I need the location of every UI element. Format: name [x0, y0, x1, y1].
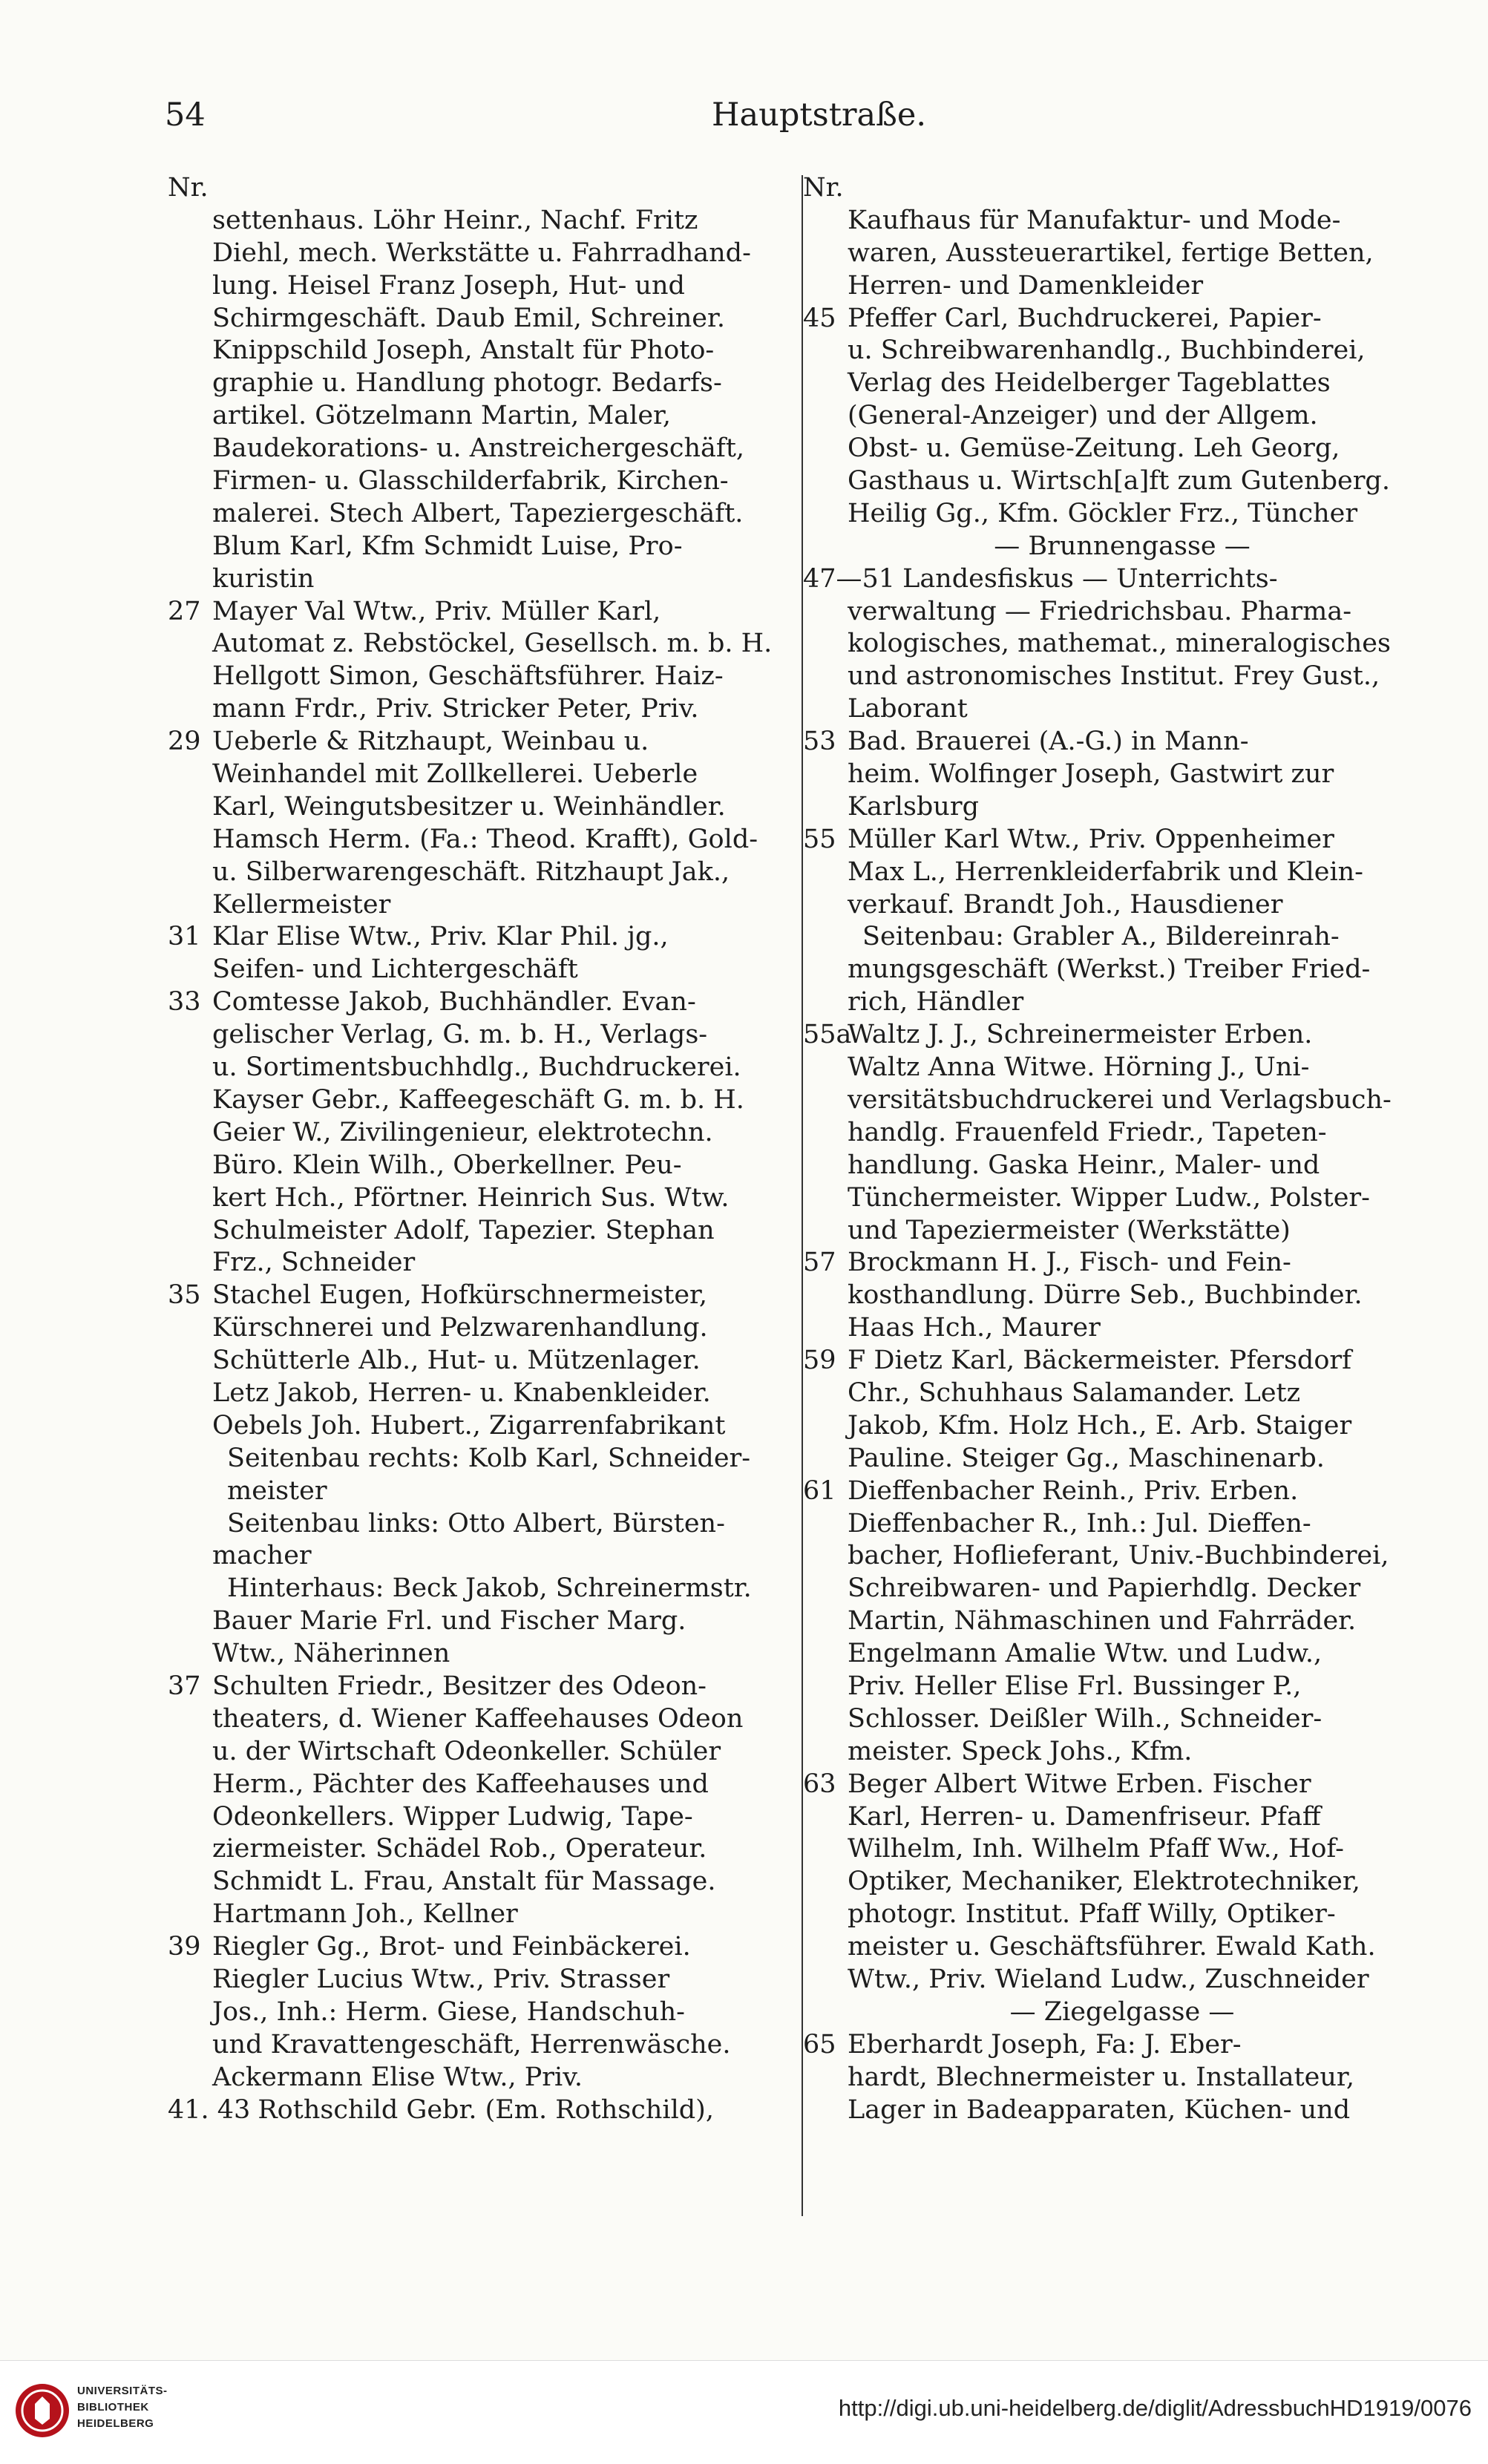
entry-text: Schlosser. Deißler Wilh., Schneider- [848, 1703, 1323, 1734]
entry-line [168, 400, 784, 433]
entry-line [168, 335, 784, 367]
entry-line [168, 1638, 784, 1671]
entry-line [168, 856, 784, 889]
entry-text: handlung. Gaska Heinr., Maler- und [848, 1150, 1320, 1180]
house-number: 37 [168, 1671, 201, 1701]
entry-line [803, 1443, 1441, 1475]
entry-text: Knippschild Joseph, Anstalt für Photo- [212, 335, 715, 366]
entry-line [168, 172, 784, 205]
entry-line [803, 1769, 1441, 1801]
entry-text: theaters, d. Wiener Kaffeehauses Odeon [212, 1703, 744, 1734]
entry-line [168, 2094, 784, 2127]
entry-text: u. Silberwarengeschäft. Ritzhaupt Jak., [212, 856, 730, 887]
entry-line [168, 1150, 784, 1182]
entry-text: und astronomisches Institut. Frey Gust., [848, 661, 1380, 692]
entry-line [168, 1410, 784, 1443]
right-column [803, 172, 1441, 2126]
house-number: 41. 43 [168, 2094, 251, 2125]
entry-text: meister. Speck Johs., Kfm. [848, 1736, 1193, 1766]
entry-text: versitätsbuchdruckerei und Verlagsbuch- [848, 1084, 1392, 1115]
source-url-link[interactable]: http://digi.ub.uni-heidelberg.de/diglit/AdressbuchHD1919/0076 [838, 2395, 1472, 2421]
entry-text: Seitenbau links: Otto Albert, Bürsten- [227, 1508, 725, 1539]
entry-line [803, 1801, 1441, 1834]
entry-line [803, 1866, 1441, 1898]
entry-text: Dieffenbacher Reinh., Priv. Erben. [848, 1475, 1299, 1506]
entry-line [803, 237, 1441, 270]
entry-line [168, 531, 784, 563]
entry-line [168, 824, 784, 856]
entry-line [803, 1345, 1441, 1377]
entry-line [168, 1801, 784, 1834]
entry-line [803, 270, 1441, 303]
entry-text: verwaltung — Friedrichsbau. Pharma- [848, 596, 1352, 626]
entry-line [803, 2029, 1441, 2062]
entry-text: Kayser Gebr., Kaffeegeschäft G. m. b. H. [212, 1084, 744, 1115]
entry-line [803, 1964, 1441, 1996]
entry-line [168, 1573, 784, 1605]
entry-text: Obst- u. Gemüse-Zeitung. Leh Georg, [848, 433, 1340, 464]
entry-text: Stachel Eugen, Hofkürschnermeister, [212, 1280, 708, 1311]
entry-text: Schulten Friedr., Besitzer des Odeon- [212, 1671, 707, 1701]
entry-text: verkauf. Brandt Joh., Hausdiener [848, 889, 1283, 920]
entry-line [168, 1866, 784, 1898]
entry-text: Ackermann Elise Wtw., Priv. [212, 2062, 583, 2092]
entry-line [803, 1703, 1441, 1736]
page-header [165, 96, 927, 141]
entry-text: Beger Albert Witwe Erben. Fischer [848, 1769, 1311, 1799]
entry-line [168, 205, 784, 237]
entry-line [168, 1084, 784, 1117]
entry-text: Waltz Anna Witwe. Hörning J., Uni- [848, 1052, 1310, 1083]
entry-text: Schulmeister Adolf, Tapezier. Stephan [212, 1215, 715, 1245]
entry-line [803, 1671, 1441, 1703]
entry-line [803, 2062, 1441, 2094]
house-number: 27 [168, 596, 201, 626]
entry-line [803, 367, 1441, 400]
entry-text: Hinterhaus: Beck Jakob, Schreinermstr. [227, 1573, 752, 1604]
entry-text: Klar Elise Wtw., Priv. Klar Phil. jg., [212, 922, 669, 952]
entry-line [168, 1996, 784, 2029]
entry-text: u. Schreibwarenhandlg., Buchbinderei, [848, 335, 1366, 366]
entry-line [168, 1247, 784, 1279]
entry-line [168, 758, 784, 791]
entry-text: malerei. Stech Albert, Tapeziergeschäft. [212, 498, 744, 528]
entry-line [803, 791, 1441, 824]
entry-line [168, 1182, 784, 1215]
entry-line [803, 1605, 1441, 1638]
entry-text: Priv. Heller Elise Frl. Bussinger P., [848, 1671, 1302, 1701]
entry-line [803, 1508, 1441, 1541]
entry-line [168, 1833, 784, 1866]
entry-line [803, 433, 1441, 465]
house-number: Nr. [168, 173, 209, 203]
entry-text: u. der Wirtschaft Odeonkeller. Schüler [212, 1736, 721, 1766]
entry-text: graphie u. Handlung photogr. Bedarfs- [212, 368, 722, 399]
entry-text: bacher, Hoflieferant, Univ.-Buchbinderei, [848, 1541, 1389, 1571]
left-column [168, 172, 784, 2126]
entry-line [168, 1703, 784, 1736]
entry-text: Wtw., Näherinnen [212, 1639, 450, 1669]
entry-line [168, 1117, 784, 1150]
entry-text: Riegler Lucius Wtw., Priv. Strasser [212, 1964, 670, 1994]
entry-line [168, 1769, 784, 1801]
entry-text: Laborant [848, 694, 968, 724]
entry-line [168, 563, 784, 596]
entry-text: Karl, Weingutsbesitzer u. Weinhändler. [212, 791, 726, 822]
entry-text: Karlsburg [848, 791, 979, 822]
entry-text: Pauline. Steiger Gg., Maschinenarb. [848, 1443, 1325, 1473]
entry-line [803, 1931, 1441, 1964]
entry-text: mungsgeschäft (Werkst.) Treiber Fried- [848, 954, 1371, 985]
house-number: 61 [803, 1475, 836, 1506]
entry-text: rich, Händler [848, 987, 1024, 1018]
entry-text: Comtesse Jakob, Buchhändler. Evan- [212, 987, 696, 1018]
entry-text: Seitenbau: Grabler A., Bildereinrah- [862, 922, 1340, 952]
entry-text: meister [227, 1475, 327, 1506]
entry-text: Herm., Pächter des Kaffeehauses und [212, 1769, 709, 1799]
entry-line [168, 726, 784, 758]
entry-line [168, 1736, 784, 1769]
entry-text: Landesfiskus — Unterrichts- [902, 563, 1278, 594]
entry-line [803, 1996, 1441, 2029]
house-number: 45 [803, 303, 836, 333]
entry-text: Waltz J. J., Schreinermeister Erben. [848, 1020, 1313, 1050]
entry-text: Martin, Nähmaschinen und Fahrräder. [848, 1606, 1357, 1636]
entry-line [803, 889, 1441, 922]
entry-line [803, 628, 1441, 661]
entry-line [168, 433, 784, 465]
entry-line [168, 2029, 784, 2062]
entry-line [168, 270, 784, 303]
entry-text: handlg. Frauenfeld Friedr., Tapeten- [848, 1117, 1327, 1147]
entry-line [803, 303, 1441, 335]
entry-text: ziermeister. Schädel Rob., Operateur. [212, 1834, 707, 1864]
entry-text: Max L., Herrenkleiderfabrik und Klein- [848, 856, 1364, 887]
entry-text: mann Frdr., Priv. Stricker Peter, Priv. [212, 694, 699, 724]
house-number: 63 [803, 1769, 836, 1799]
entry-text: Riegler Gg., Brot- und Feinbäckerei. [212, 1932, 691, 1962]
entry-text: — Ziegelgasse — [1009, 1996, 1235, 2027]
entry-line [168, 1019, 784, 1052]
entry-text: Seitenbau rechts: Kolb Karl, Schneider- [227, 1443, 751, 1473]
entry-line [803, 921, 1441, 954]
entry-text: Blum Karl, Kfm Schmidt Luise, Pro- [212, 531, 683, 561]
house-number: 33 [168, 987, 201, 1018]
entry-text: artikel. Götzelmann Martin, Maler, [212, 401, 672, 431]
entry-text: u. Sortimentsbuchhdlg., Buchdruckerei. [212, 1052, 741, 1083]
running-title: Hauptstraße. [712, 96, 927, 134]
house-number: 65 [803, 2029, 836, 2060]
entry-text: Wtw., Priv. Wieland Ludw., Zuschneider [848, 1964, 1369, 1994]
entry-line [168, 1671, 784, 1703]
entry-line [803, 498, 1441, 531]
entry-text: waren, Aussteuerartikel, fertige Betten, [848, 237, 1374, 268]
entry-text: Hellgott Simon, Geschäftsführer. Haiz- [212, 661, 724, 692]
entry-text: Rothschild Gebr. (Em. Rothschild), [258, 2094, 714, 2125]
entry-text: Wilhelm, Inh. Wilhelm Pfaff Ww., Hof- [848, 1834, 1344, 1864]
entry-text: Automat z. Rebstöckel, Gesellsch. m. b. H. [212, 629, 773, 659]
entry-line [803, 758, 1441, 791]
entry-text: Müller Karl Wtw., Priv. Oppenheimer [848, 824, 1334, 854]
entry-line [168, 1215, 784, 1248]
house-number: 31 [168, 922, 201, 952]
entry-line [803, 465, 1441, 498]
entry-line [168, 1508, 784, 1541]
entry-text: Büro. Klein Wilh., Oberkellner. Peu- [212, 1150, 682, 1180]
entry-line [168, 791, 784, 824]
entry-line [803, 1215, 1441, 1248]
entry-text: Herren- und Damenkleider [848, 270, 1204, 301]
entry-line [803, 1573, 1441, 1605]
entry-line [168, 2062, 784, 2094]
entry-text: Engelmann Amalie Wtw. und Ludw., [848, 1639, 1323, 1669]
entry-line [803, 726, 1441, 758]
house-number: 55a [803, 1020, 852, 1050]
house-number: 35 [168, 1280, 201, 1311]
entry-line [803, 1540, 1441, 1573]
entry-text: Schreibwaren- und Papierhdlg. Decker [848, 1573, 1361, 1604]
entry-line [803, 1247, 1441, 1279]
entry-text: — Brunnengasse — [994, 531, 1251, 561]
entry-text: Bauer Marie Frl. und Fischer Marg. [212, 1606, 686, 1636]
entry-line [168, 986, 784, 1019]
entry-line [803, 172, 1441, 205]
entry-text: gelischer Verlag, G. m. b. H., Verlags- [212, 1020, 708, 1050]
entry-line [168, 661, 784, 693]
entry-line [803, 1410, 1441, 1443]
entry-text: Mayer Val Wtw., Priv. Müller Karl, [212, 596, 661, 626]
entry-line [168, 1377, 784, 1410]
entry-line [168, 367, 784, 400]
entry-line [168, 1345, 784, 1377]
entry-text: Letz Jakob, Herren- u. Knabenkleider. [212, 1377, 711, 1408]
entry-text: und Kravattengeschäft, Herrenwäsche. [212, 2029, 731, 2060]
entry-line [803, 596, 1441, 629]
entry-text: Hartmann Joh., Kellner [212, 1899, 518, 1930]
house-number: Nr. [803, 173, 844, 203]
entry-line [168, 1312, 784, 1345]
entry-line [168, 498, 784, 531]
entry-line [803, 1898, 1441, 1931]
entry-text: Weinhandel mit Zollkellerei. Ueberle [212, 759, 698, 790]
entry-text: heim. Wolfinger Joseph, Gastwirt zur [848, 759, 1334, 790]
entry-line [803, 400, 1441, 433]
house-number: 57 [803, 1248, 836, 1278]
entry-line [168, 237, 784, 270]
entry-text: (General-Anzeiger) und der Allgem. [848, 401, 1318, 431]
entry-line [168, 303, 784, 335]
entry-text: Tünchermeister. Wipper Ludw., Polster- [848, 1182, 1370, 1213]
entry-line [803, 531, 1441, 563]
entry-text: Diehl, mech. Werkstätte u. Fahrradhand- [212, 237, 751, 268]
entry-line [168, 1443, 784, 1475]
entry-text: Seifen- und Lichtergeschäft [212, 954, 578, 985]
entry-text: Verlag des Heidelberger Tageblattes [848, 368, 1331, 399]
entry-line [803, 1736, 1441, 1769]
entry-line [803, 1312, 1441, 1345]
entry-text: Schütterle Alb., Hut- u. Mützenlager. [212, 1346, 701, 1376]
entry-text: Kellermeister [212, 889, 391, 920]
library-name: UNIVERSITÄTS- BIBLIOTHEK HEIDELBERG [77, 2385, 168, 2430]
footer-bar [0, 2360, 1488, 2464]
entry-line [803, 1117, 1441, 1150]
entry-line [803, 205, 1441, 237]
entry-line [803, 2094, 1441, 2127]
entry-line [803, 824, 1441, 856]
entry-line [803, 1052, 1441, 1084]
house-number: 29 [168, 727, 201, 757]
entry-text: kuristin [212, 563, 315, 594]
entry-line [168, 921, 784, 954]
entry-text: macher [212, 1541, 312, 1571]
entry-line [803, 1279, 1441, 1312]
entry-line [803, 1833, 1441, 1866]
entry-text: lung. Heisel Franz Joseph, Hut- und [212, 270, 685, 301]
entry-text: Schmidt L. Frau, Anstalt für Massage. [212, 1867, 716, 1897]
entry-text: Pfeffer Carl, Buchdruckerei, Papier- [848, 303, 1322, 333]
entry-text: Baudekorations- u. Anstreichergeschäft, [212, 433, 745, 464]
entry-line [168, 1605, 784, 1638]
entry-line [803, 1150, 1441, 1182]
entry-text: Ueberle & Ritzhaupt, Weinbau u. [212, 727, 649, 757]
entry-text: Karl, Herren- u. Damenfriseur. Pfaff [848, 1801, 1321, 1832]
entry-line [168, 1931, 784, 1964]
entry-line [803, 1638, 1441, 1671]
entry-line [168, 1540, 784, 1573]
entry-line [803, 1182, 1441, 1215]
entry-line [803, 335, 1441, 367]
entry-line [168, 628, 784, 661]
entry-text: kert Hch., Pförtner. Heinrich Sus. Wtw. [212, 1182, 730, 1213]
entry-line [803, 661, 1441, 693]
entry-line [168, 954, 784, 986]
entry-text: Schirmgeschäft. Daub Emil, Schreiner. [212, 303, 725, 333]
entry-text: Kürschnerei und Pelzwarenhandlung. [212, 1313, 708, 1343]
entry-text: Heilig Gg., Kfm. Göckler Frz., Tüncher [848, 498, 1358, 528]
entry-text: Firmen- u. Glasschilderfabrik, Kirchen- [212, 466, 729, 497]
entry-text: und Tapeziermeister (Werkstätte) [848, 1215, 1291, 1245]
entry-line [168, 1279, 784, 1312]
entry-text: Haas Hch., Maurer [848, 1313, 1101, 1343]
university-seal-icon [13, 2382, 71, 2440]
entry-line [803, 1475, 1441, 1508]
entry-text: Jakob, Kfm. Holz Hch., E. Arb. Staiger [848, 1410, 1352, 1441]
entry-text: settenhaus. Löhr Heinr., Nachf. Fritz [212, 205, 698, 235]
entry-line [168, 889, 784, 922]
entry-text: F Dietz Karl, Bäckermeister. Pfersdorf [848, 1346, 1352, 1376]
entry-line [803, 1084, 1441, 1117]
entry-text: Kaufhaus für Manufaktur- und Mode- [848, 205, 1341, 235]
entry-text: Odeonkellers. Wipper Ludwig, Tape- [212, 1801, 693, 1832]
entry-text: kologisches, mathemat., mineralogisches [848, 629, 1391, 659]
entry-line [803, 856, 1441, 889]
entry-text: photogr. Institut. Pfaff Willy, Optiker- [848, 1899, 1336, 1930]
entry-text: Jos., Inh.: Herm. Giese, Handschuh- [212, 1996, 685, 2027]
entry-text: Oebels Joh. Hubert., Zigarrenfabrikant [212, 1410, 726, 1441]
entry-line [168, 1898, 784, 1931]
entry-text: Frz., Schneider [212, 1248, 416, 1278]
entry-text: Chr., Schuhhaus Salamander. Letz [848, 1377, 1301, 1408]
entry-line [803, 986, 1441, 1019]
entry-line [168, 1475, 784, 1508]
entry-line [803, 693, 1441, 726]
entry-line [803, 563, 1441, 596]
entry-text: Lager in Badeapparaten, Küchen- und [848, 2094, 1351, 2125]
entry-text: kosthandlung. Dürre Seb., Buchbinder. [848, 1280, 1363, 1311]
entry-line [168, 1052, 784, 1084]
entry-text: Brockmann H. J., Fisch- und Fein- [848, 1248, 1291, 1278]
entry-line [803, 1019, 1441, 1052]
entry-line [168, 465, 784, 498]
house-number: 47—51 [803, 563, 896, 594]
entry-text: Optiker, Mechaniker, Elektrotechniker, [848, 1867, 1360, 1897]
entry-text: Bad. Brauerei (A.-G.) in Mann- [848, 727, 1249, 757]
entry-text: Gasthaus u. Wirtsch[a]ft zum Gutenberg. [848, 466, 1390, 497]
house-number: 59 [803, 1346, 836, 1376]
entry-text: meister u. Geschäftsführer. Ewald Kath. [848, 1932, 1376, 1962]
entry-line [803, 1377, 1441, 1410]
entry-line [168, 693, 784, 726]
entry-text: Hamsch Herm. (Fa.: Theod. Krafft), Gold- [212, 824, 758, 854]
entry-line [803, 954, 1441, 986]
entry-text: Geier W., Zivilingenieur, elektrotechn. [212, 1117, 713, 1147]
house-number: 55 [803, 824, 836, 854]
entry-text: hardt, Blechnermeister u. Installateur, [848, 2062, 1354, 2092]
entry-text: Eberhardt Joseph, Fa: J. Eber- [848, 2029, 1242, 2060]
house-number: 53 [803, 727, 836, 757]
house-number: 39 [168, 1932, 201, 1962]
entry-line [168, 1964, 784, 1996]
page-number: 54 [165, 96, 206, 134]
entry-line [168, 596, 784, 629]
entry-text: Dieffenbacher R., Inh.: Jul. Dieffen- [848, 1508, 1311, 1539]
